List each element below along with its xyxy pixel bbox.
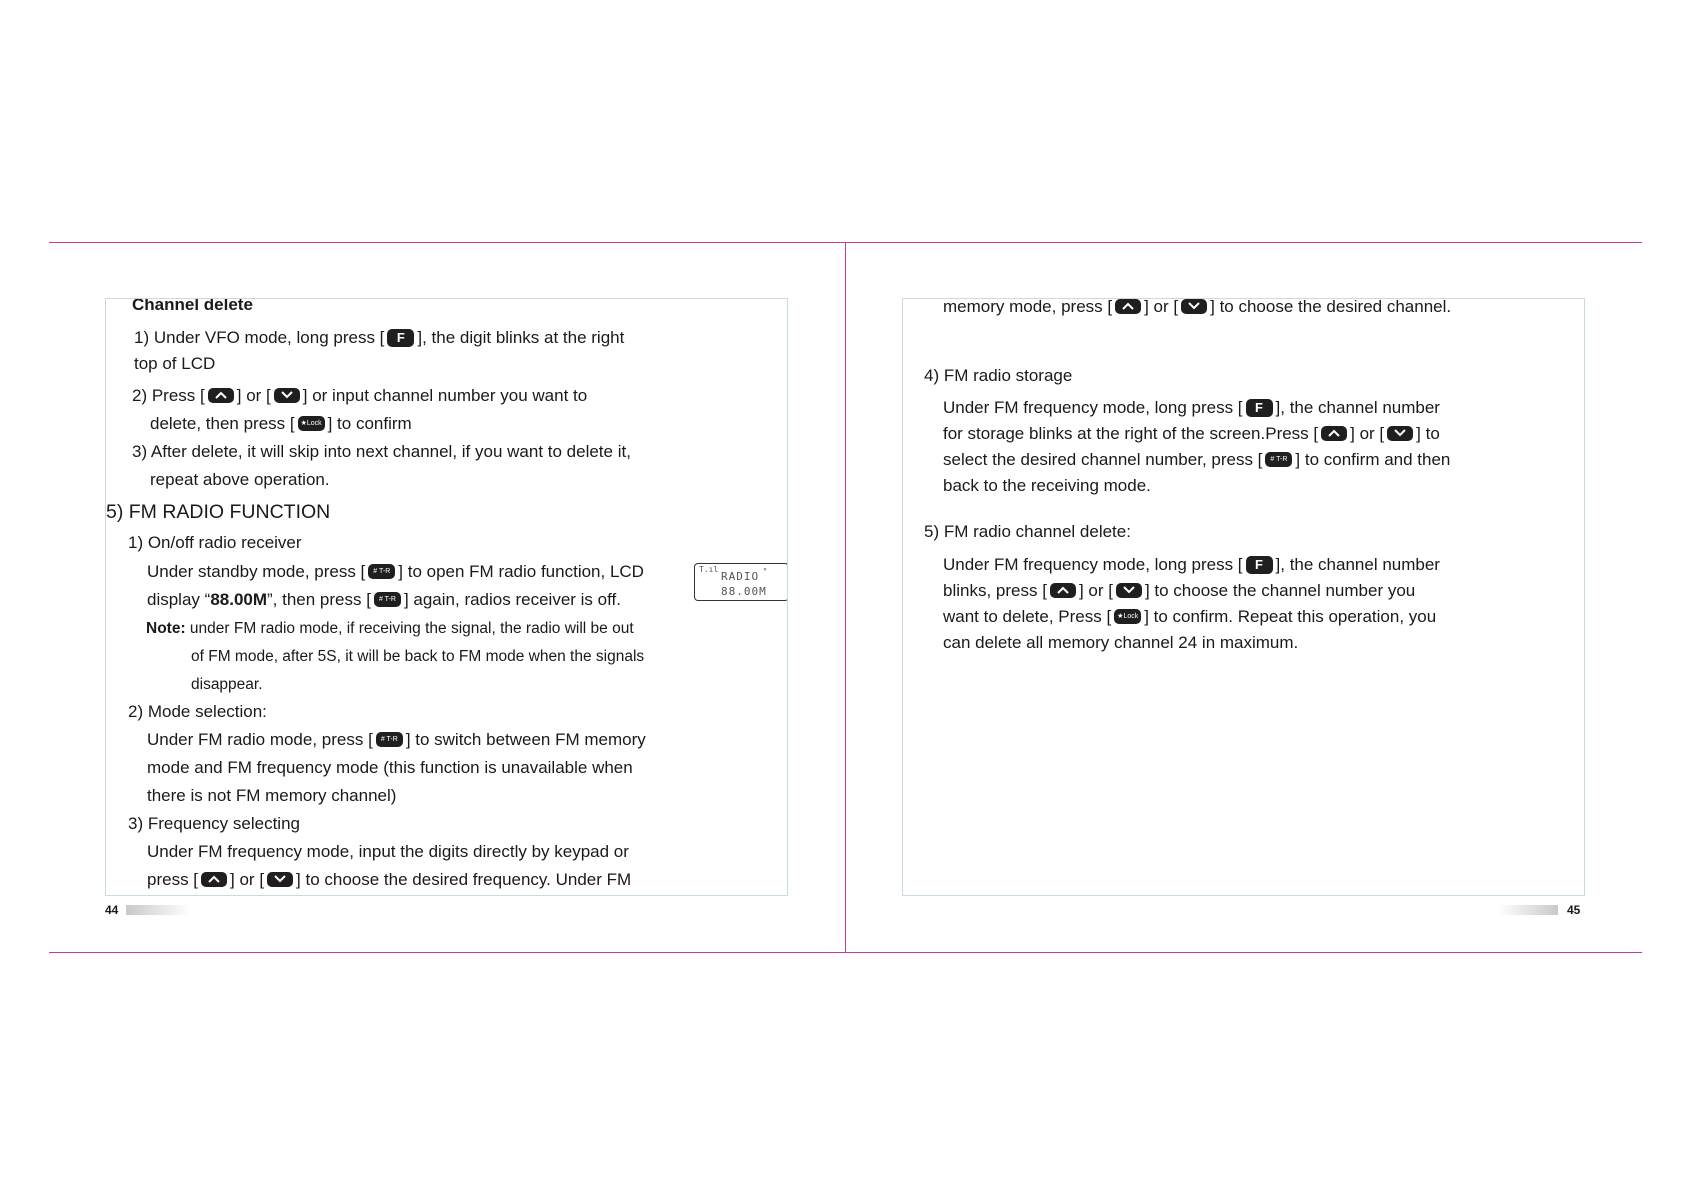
frequency-value: 88.00M: [210, 590, 268, 609]
note-line-1: Note: under FM radio mode, if receiving the signal, the radio will be out: [146, 620, 634, 637]
note-line-2: of FM mode, after 5S, it will be back to FM mode when the signals: [191, 648, 645, 665]
page-number-left: 44: [105, 903, 119, 917]
up-key-icon: [201, 872, 227, 887]
star-lock-key-icon: ★Lock: [1114, 609, 1141, 624]
fm-channel-delete-line-3: want to delete, Press [ ★Lock ] to confirm. Repeat this operation, you: [943, 607, 1437, 626]
frequency-selecting-title: 3) Frequency selecting: [128, 814, 300, 833]
left-page-panel: [105, 298, 788, 896]
fm-storage-line-1: Under FM frequency mode, long press [ F ], the channel number: [943, 398, 1440, 417]
page-number-right: 45: [1567, 903, 1581, 917]
down-key-icon: [267, 872, 293, 887]
up-key-icon: [1050, 583, 1076, 598]
onoff-line-2: display “88.00M”, then press [ # T-R ] again, radios receiver is off.: [147, 590, 621, 609]
up-key-icon: [208, 388, 234, 403]
fm-storage-line-3: select the desired channel number, press [ # T-R ] to confirm and then: [943, 450, 1451, 469]
page-number-bar-right: [1498, 905, 1558, 915]
page-number-bar-left: [126, 905, 191, 915]
fm-storage-title: 4) FM radio storage: [924, 366, 1073, 385]
fm-channel-delete-line-2: blinks, press [ ] or [ ] to choose the channel number you: [943, 581, 1416, 600]
lcd-line-2: 88.00M: [721, 585, 767, 598]
channel-delete-step-1-cont: top of LCD: [134, 354, 216, 373]
channel-delete-title: Channel delete: [132, 298, 253, 314]
down-key-icon: [274, 388, 300, 403]
onoff-title: 1) On/off radio receiver: [128, 533, 302, 552]
signal-strength-icon: T.ıl: [699, 565, 719, 574]
down-key-icon: [1116, 583, 1142, 598]
continued-line: memory mode, press [ ] or [ ] to choose the desired channel.: [943, 298, 1452, 316]
up-key-icon: [1321, 426, 1347, 441]
note-label: Note:: [146, 620, 186, 637]
channel-delete-step-3: 3) After delete, it will skip into next channel, if you want to delete it,: [132, 442, 631, 461]
note-line-3: disappear.: [191, 676, 263, 693]
f-key-icon: F: [1246, 399, 1273, 417]
lcd-display-illustration: [694, 563, 788, 601]
onoff-line-1: Under standby mode, press [ # T-R ] to open FM radio function, LCD: [147, 562, 644, 581]
hash-tr-key-icon: # T-R: [376, 732, 403, 747]
mode-selection-line-1: Under FM radio mode, press [ # T-R ] to switch between FM memory: [147, 730, 646, 749]
channel-delete-step-2-cont: delete, then press [ ★Lock ] to confirm: [150, 414, 412, 433]
lcd-indicator-icon: ⚬: [762, 566, 768, 574]
fm-storage-line-2: for storage blinks at the right of the screen.Press [ ] or [ ] to: [943, 424, 1440, 443]
mode-selection-line-3: there is not FM memory channel): [147, 786, 397, 805]
frequency-selecting-line-2: press [ ] or [ ] to choose the desired frequency. Under FM: [147, 870, 632, 889]
fm-radio-heading: 5) FM RADIO FUNCTION: [106, 501, 331, 523]
channel-delete-step-2: 2) Press [ ] or [ ] or input channel number you want to: [132, 386, 588, 405]
f-key-icon: F: [1246, 556, 1273, 574]
star-lock-key-icon: ★Lock: [298, 416, 325, 431]
fm-channel-delete-line-1: Under FM frequency mode, long press [ F ], the channel number: [943, 555, 1440, 574]
hash-tr-key-icon: # T-R: [1265, 452, 1292, 467]
f-key-icon: F: [387, 329, 414, 347]
lcd-line-1: RADIO: [721, 570, 760, 583]
mode-selection-line-2: mode and FM frequency mode (this function is unavailable when: [147, 758, 633, 777]
mode-selection-title: 2) Mode selection:: [128, 702, 267, 721]
channel-delete-step-3-cont: repeat above operation.: [150, 470, 330, 489]
frequency-selecting-line-1: Under FM frequency mode, input the digits directly by keypad or: [147, 842, 629, 861]
fm-storage-line-4: back to the receiving mode.: [943, 476, 1151, 495]
hash-tr-key-icon: # T-R: [374, 592, 401, 607]
channel-delete-step-1: 1) Under VFO mode, long press [ F ], the digit blinks at the right: [134, 328, 625, 347]
down-key-icon: [1387, 426, 1413, 441]
hash-tr-key-icon: # T-R: [368, 564, 395, 579]
page-fold-rule: [845, 242, 846, 953]
up-key-icon: [1115, 299, 1141, 314]
fm-channel-delete-line-4: can delete all memory channel 24 in maximum.: [943, 633, 1299, 652]
down-key-icon: [1181, 299, 1207, 314]
fm-channel-delete-title: 5) FM radio channel delete:: [924, 522, 1131, 541]
right-page-panel: [902, 298, 1585, 896]
